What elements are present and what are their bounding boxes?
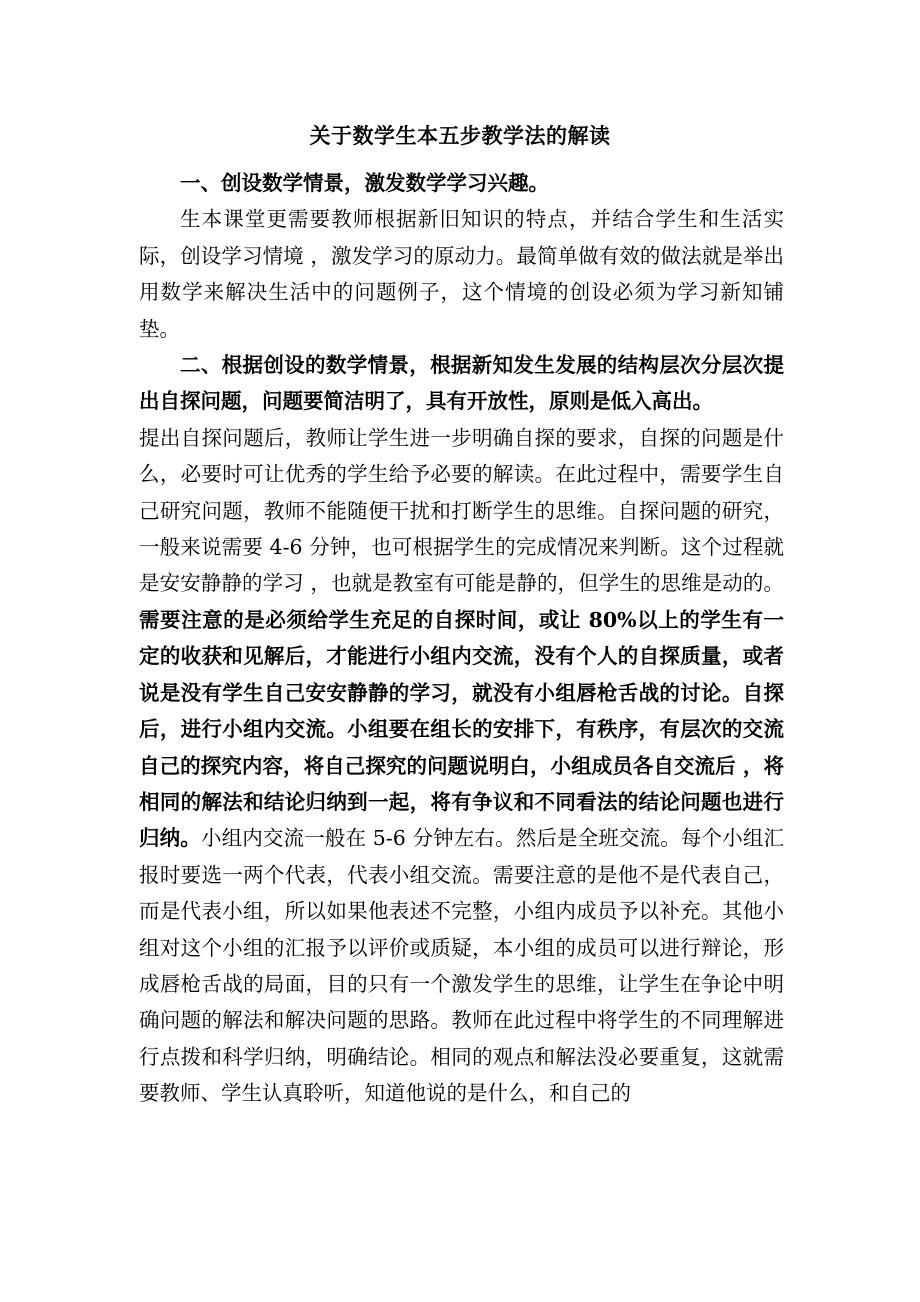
section2-paragraph [139, 420, 784, 1112]
section2-heading: 二、根据创设的数学情景，根据新知发生发展的结构层次分层次提出自探问题，问题要简洁明了，具有开放性，原则是低入高出。 [139, 353, 784, 414]
section1-paragraph: 生本课堂更需要教师根据新旧知识的特点，并结合学生和生活实际，创设学习情境 ，激发学习的原动力。最简单做有效的做法就是举出用数学来解决生活中的问题例子，这个情境的创设必须为学习新知铺垫。 [139, 207, 784, 341]
section2-text-part1: 提出自探问题后，教师让学生进一步明确自探的要求，自探的问题是什么，必要时可让优秀的学生给予必要的解读。在此过程中，需要学生自己研究问题，教师不能随便干扰和打断学生的思维。自探问题的研究，一般来说需要 4-6 分钟，也可根据学生的完成情况来判断。这个过程就是安安静静的学习 ，也就是教室有可能是静的，但学生的思维是动的。 [139, 425, 784, 596]
document-body [139, 165, 784, 1112]
section1-heading: 一、创设数学情景，激发数学学习兴趣。 [180, 171, 549, 195]
section2-text-part2: 小组内交流一般在 5-6 分钟左右。然后是全班交流。每个小组汇报时要选一两个代表，代表小组交流。需要注意的是他不是代表自己，而是代表小组，所以如果他表述不完整，小组内成员予以补充。其他小组对这个小组的汇报予以评价或质疑，本小组的成员可以进行辩论，形成唇枪舌战的局面，目的只有一个激发学生的思维，让学生在争论中明确问题的解法和解决问题的思路。教师在此过程中将学生的不同理解进行点拨和科学归纳，明确结论。相同的观点和解法没必要重复，这就需要教师、学生认真聆听，知道他说的是什么，和自己的 [139, 826, 785, 1106]
section2-text-bold: 需要注意的是必须给学生充足的自探时间，或让 80%以上的学生有一定的收获和见解后，才能进行小组内交流，没有个人的自探质量，或者说是没有学生自己安安静静的学习，就没有小组唇枪舌战的讨论。自探后，进行小组内交流。小组要在组长的安排下，有秩序，有层次的交流自己的探究内容，将自己探究的问题说明白，小组成员各自交流后 ，将相同的解法和结论归纳到一起，将有争议和不同看法的结论问题也进行归纳。 [139, 607, 784, 851]
document-title: 关于数学生本五步教学法的解读 [309, 123, 611, 148]
